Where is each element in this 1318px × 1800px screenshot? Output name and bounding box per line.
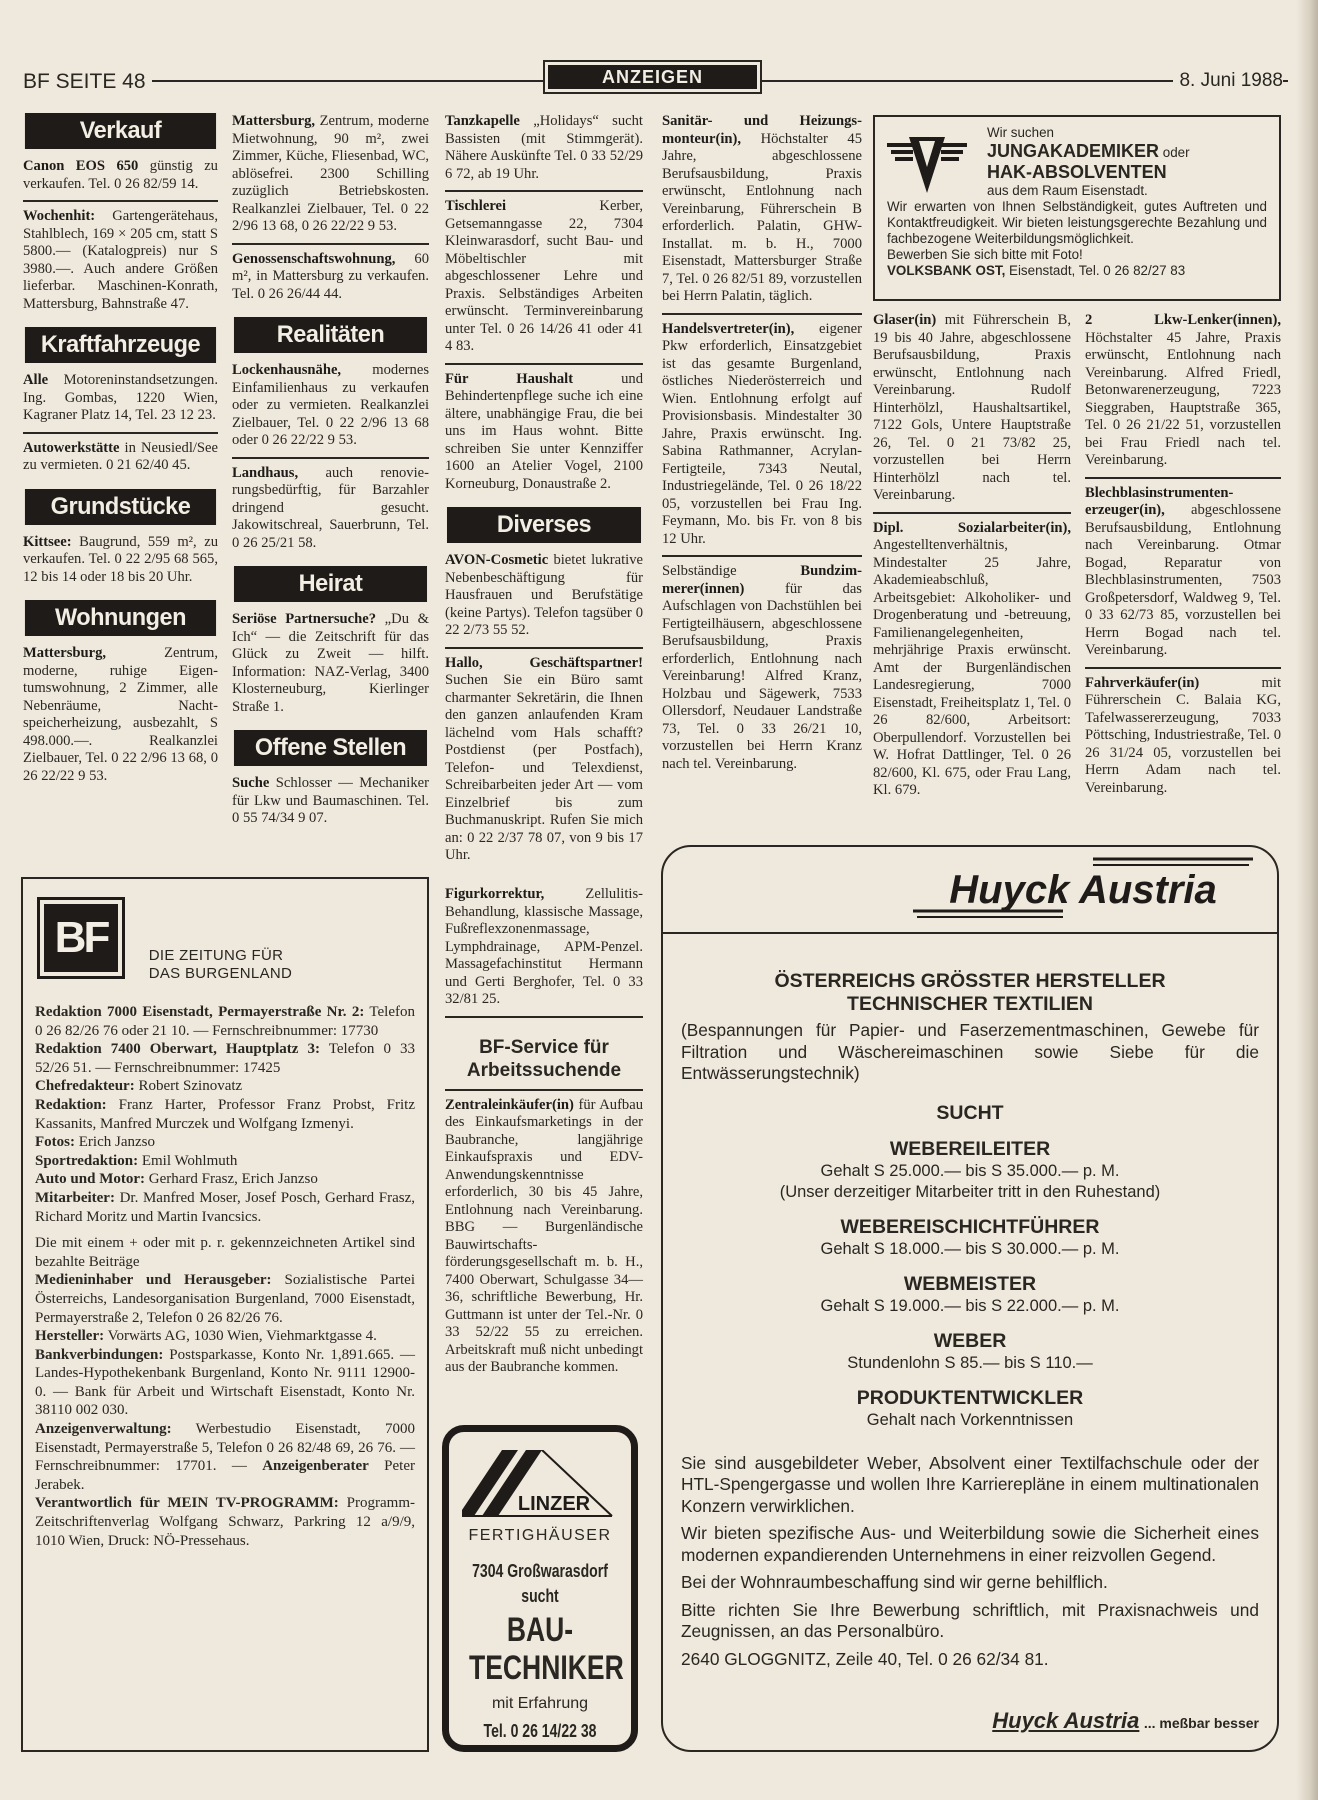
volksbank-ad (873, 115, 1281, 301)
ad-text: mit Führerschein B, 19 bis 40 Jahre, abgeschlossene Berufsausbildung, Praxis erwünscht, Entlohnung nach Vereinbarung. Rudolf Hinterhölzl, Haushaltsartikel, 7122 Gols, Untere Hauptstraße 26, Tel. 0 21 73/82 25, vorzustellen bei Herrn Hinterhölzl nach tel. Vereinbarung. (873, 312, 1071, 503)
classified-ad (23, 645, 218, 785)
vb-company: VOLKSBANK OST, (887, 263, 1006, 278)
impressum-value: Emil Wohlmuth (138, 1152, 238, 1169)
classified-ad (23, 534, 218, 587)
position-salary: Gehalt S 18.000.— bis S 30.000.— p. M. (820, 1239, 1120, 1258)
impressum-entry (35, 1234, 415, 1271)
classified-ad (445, 113, 643, 183)
column-3-bottom (445, 886, 643, 1377)
volksbank-logo-icon (887, 125, 987, 199)
classified-ad (232, 113, 429, 236)
section-header: Heirat (234, 566, 427, 602)
ad-text: bietet lukrative Nebenbeschäftigung für Hausfrauen und Berufstätige (keine Partys). Telefon tagsüber 0 22 2/73 55 52. (445, 552, 643, 638)
impressum-value: Dr. Manfred Moser, Josef Posch, Gerhard Frasz, Richard Moritz und Martin Ivancsics. (35, 1189, 415, 1225)
ad-text: Suchen Sie ein Büro samt charmanter Sekretärin, die Ihnen den ganzen anlaufenden Kram lächelnd vom Hals schafft? Postdienst (per Postfach), Telefon- und Telexdienst, Schreibarbeiten jeder Art — vom Einzelbrief bis zum Buchmanuskript. Rufen Sie mich an: 0 22 2/37 78 07, von 9 bis 17 Uhr. (445, 672, 643, 863)
classified-ad (662, 321, 862, 549)
huyck-positions (681, 1137, 1259, 1431)
ad-lead: AVON-Cosmetic (445, 552, 549, 568)
huyck-body (663, 970, 1277, 1734)
section-header: Kraftfahrzeuge (25, 327, 216, 363)
linzer-sucht: sucht (521, 1586, 559, 1606)
huyck-logo-text: Huyck Austria (949, 868, 1217, 912)
classified-ad (232, 611, 429, 716)
linzer-phone: Tel. 0 26 14/22 38 (483, 1721, 597, 1741)
position-title: WEBER (933, 1329, 1007, 1352)
impressum-value: Vorwärts AG, 1030 Wien, Viehmarktgasse 4. (104, 1328, 377, 1345)
classified-ad (445, 198, 643, 356)
huyck-headline-2: TECHNISCHER TEXTILIEN (847, 993, 1093, 1015)
impressum-value: Die mit einem + oder mit p. r. gekennzeichneten Artikel sind bezahlte Beiträge (35, 1235, 415, 1270)
bf-logo (37, 897, 125, 979)
classified-ad (445, 886, 643, 1009)
ad-lead: Figurkorrektur, (445, 886, 545, 902)
ad-separator-rule (445, 647, 643, 649)
ad-lead: Mattersburg, (232, 113, 316, 129)
ad-text: Höchstalter 45 Jahre, Praxis erwünscht, Entlohnung nach Vereinbarung. Alfred Friedl, Betonwarenerzeugung, 7223 Sieggraben, Hauptstraße 365, Tel. 0 26 21/22 51, vorzustellen bei Frau Friedl nach tel. Vereinbarung. (1085, 329, 1281, 468)
huyck-austria-ad (661, 845, 1279, 1752)
impressum-value: Erich Janzso (75, 1134, 155, 1151)
ad-text: günstig zu verkaufen. Tel. 0 26 82/59 14. (23, 158, 218, 192)
linzer-roof-logo-icon (449, 1450, 631, 1525)
position-salary: Gehalt nach Vorkenntnissen (866, 1410, 1074, 1429)
ad-lead: Zentraleinkäufer(in) (445, 1096, 574, 1113)
ad-lead: Landhaus, (232, 464, 299, 481)
huyck-paragraph: 2640 GLOGGNITZ, Zeile 40, Tel. 0 26 62/34 81. (681, 1648, 1049, 1669)
impressum-label: Anzeigenverwaltung: (35, 1421, 172, 1438)
ad-lead: Fahrverkäufer(in) (1085, 674, 1200, 691)
ad-lead: Kittsee: (23, 533, 72, 550)
bf-logo-text: BF (44, 904, 118, 972)
impressum-entry (35, 1170, 415, 1189)
ad-text: „Du & Ich“ — die Zeitschrift für das Glück zu Zweit — hilft. Information: NAZ-Verlag, 3400 Klosterneuburg, Kierlinger Straße 1. (232, 611, 430, 715)
impressum-value: Telefon 0 33 52/26 51. — Fernschreibnummer: 17425 (35, 1041, 416, 1076)
ad-lead: 2 Lkw-Lenker(innen), (1085, 312, 1281, 328)
ad-separator-rule (662, 555, 862, 557)
column-2 (232, 113, 429, 828)
ad-text: für das Aufschlagen von Dachstühlen bei Fertigteilhäusern, abgeschlossene Berufsausbildung, Praxis erforderlich, Entlohnung nach Vereinbarung! Alfred Kranz, Holzbau und Sägewerk, 7533 Ollersdorf, Neudauer Landstraße 73, Tel. 0 33 26/21 10, vorzustellen bei Herrn Kranz nach tel. Vereinbarung. (662, 580, 862, 772)
huyck-paragraph: Bitte richten Sie Ihre Bewerbung schriftlich, mit Praxisnachweis und Zeugnissen, an das Personalbüro. (681, 1599, 1259, 1641)
impressum-value: Postsparkasse, Konto Nr. 1,891.665. — Landes-Hypothekenbank Burgenland, Konto Nr. 9111 12900-0. — Bank für Arbeit und Wirtschaft Eisenstadt, Konto Nr. 38110 002 030. (35, 1346, 415, 1419)
ad-text: 60 m², in Mattersburg zu verkaufen. Tel. 0 26 26/44 44. (232, 250, 429, 302)
impressum-value: Werbestudio Eisenstadt, 7000 Eisenstadt, Permayerstraße 5, Telefon 0 26 82/48 69, 26 76. — Fernschreibnummer: 17701. — (35, 1421, 415, 1475)
ad-text: Zentrum, moderne, ruhige Eigentumswohnung, 2 Zimmer, alle Nebenräume, Nachtspeicherheizung, ausbezahlt, S 498.000.—. Realkanzlei Zielbauer, Tel. 0 22 2/96 13 68, 0 26 22/22 9 53. (23, 645, 218, 784)
huyck-headline-1: ÖSTERREICHS GRÖSSTER HERSTELLER (774, 970, 1166, 992)
ad-separator-rule (873, 512, 1071, 514)
classified-ad (1085, 312, 1281, 470)
impressum-label: Fotos: (35, 1134, 75, 1151)
impressum-label: Chefredakteur: (35, 1078, 135, 1095)
ad-lead: Bundzimmerer(innen) (662, 563, 862, 597)
section-header: Verkauf (25, 113, 216, 149)
ad-text: auch renovierungsbedürftig, für Barzahler dringend gesucht. Jakowitschreal, Sauerbrunn, Tel. 0 26 25/21 58. (232, 464, 429, 551)
huyck-logo (663, 847, 1277, 934)
ad-lead: Tanzkapelle (445, 113, 520, 129)
classified-ad (662, 113, 862, 306)
column-3-top (445, 113, 643, 865)
ad-text: in Neusiedl/See zu vermieten. 0 21 62/40 45. (23, 439, 218, 473)
ad-lead: Glaser(in) (873, 312, 937, 328)
ad-separator-rule (445, 1089, 643, 1091)
ad-text: Schlosser — Mechaniker für Lkw und Baumaschinen. Tel. 0 55 74/34 9 07. (232, 775, 429, 826)
column-5 (873, 312, 1071, 800)
ad-separator-rule (1085, 477, 1281, 479)
page-number: BF SEITE 48 (23, 70, 152, 94)
column-6 (1085, 312, 1281, 797)
ad-text: eigener Pkw erforderlich, Einsatzgebiet ist das gesamte Burgenland, östliches Niederösterreich und Wien. Entlohnung erfolgt auf Provisionsbasis. Mindestalter 30 Jahre, Praxis erwünscht. Ing. Sabina Rathmanner, Acrylan-Fertigteile, 7343 Neutal, Industriegelände, Tel. 0 26 18/22 05, vorzustellen bei Frau Ing. Feymann, Mo. bis Fr. von 8 bis 12 Uhr. (662, 320, 862, 547)
impressum-value: Franz Harter, Professor Franz Probst, Fritz Kassanits, Manfred Murczek und Wolfgang Izmenyi. (35, 1096, 415, 1132)
ad-separator-rule (445, 1016, 643, 1018)
classified-ad (873, 312, 1071, 505)
huyck-description: (Bespannungen für Papier- und Faserzementmaschinen, Gewebe für Filtration und Wäschereimaschinen sowie Siebe für die Entwässerungstechnik) (681, 1020, 1259, 1083)
ad-separator-rule (662, 313, 862, 315)
ad-text: Angestelltenverhältnis, Mindestalter 25 Jahre, Akademieabschluß, Arbeitsgebiet: Alkoholiker- und Drogenberatung und -betreuung, Familienangelegenheiten, mehrjährige Praxis erwünscht. Amt der Burgenländischen Landesregierung, 7000 Eisenstadt, Freiheitsplatz 1, Tel. 0 26 82/600, Arbeitsort: Oberpullendorf. Vorzustellen bei W. Hofrat Dattlinger, Tel. 0 26 82/600, Kl. 675, oder Frau Lang, Kl. 679. (873, 537, 1071, 798)
classified-ad (873, 520, 1071, 800)
impressum-label: Redaktion 7000 Eisenstadt, Permayerstraße Nr. 2: (35, 1004, 365, 1020)
impressum-entry (35, 1133, 415, 1152)
impressum-entry (35, 1271, 415, 1327)
ad-lead: Für Haushalt (445, 370, 574, 387)
ad-separator-rule (232, 457, 429, 459)
tagline-line-1: DIE ZEITUNG FÜR (148, 947, 284, 964)
classified-ad (232, 465, 429, 553)
ad-lead: Blechblasinstrumentenerzeuger(in), (1085, 484, 1234, 518)
position-note: (Unser derzeitiger Mitarbeiter tritt in den Ruhestand) (779, 1182, 1161, 1201)
impressum-value: Peter Jerabek. (35, 1458, 415, 1493)
ad-text: Höchstalter 45 Jahre, abgeschlossene Berufsausbildung, Praxis erwünscht, Entlohnung nach Vereinbarung, Führerschein B erforderlich. Palatin, GHW-Installat. m. b. H., 7000 Eisenstadt, Mattersburger Straße 7, Tel. 0 26 82/51 89, vorzustellen bei Herrn Palatin, täglich. (662, 130, 862, 304)
impressum-label: Redaktion 7400 Oberwart, Hauptplatz 3: (35, 1041, 320, 1058)
vb-contact: Eisenstadt, Tel. 0 26 82/27 83 (1005, 263, 1186, 278)
vb-title-2: HAK-ABSOLVENTEN (987, 162, 1167, 182)
ad-lead: Lockenhausnähe, (232, 362, 342, 378)
impressum-label: Sportredaktion: (35, 1152, 139, 1169)
ad-lead: Genossenschaftswohnung, (232, 250, 396, 267)
ad-lead: Seriöse Partnersuche? (232, 611, 377, 627)
ad-text: Motoreninstandsetzungen. Ing. Gombas, 1220 Wien, Kagraner Platz 14, Tel. 23 12 23. (23, 372, 218, 423)
ad-text: mit Führerschein C. Balaia KG, Tafelwassererzeugung, 7033 Pöttsching, Industriestraße, Tel. 0 26 31/24 05, vorzustellen bei Herrn Adam nach tel. Vereinbarung. (1085, 674, 1281, 796)
classified-ad (445, 552, 643, 640)
ad-lead: Handelsvertreter(in), (662, 320, 795, 337)
huyck-paragraph: Wir bieten spezifische Aus- und Weiterbildung sowie die Sicherheit eines modernen expandierenden Unternehmens in einer reizvollen Gegend. (681, 1523, 1259, 1565)
impressum-entry (35, 1096, 415, 1133)
huyck-paragraph: Bei der Wohnraumbeschaffung sind wir gerne behilflich. (681, 1572, 1108, 1592)
vb-region: aus dem Raum Eisenstadt. (987, 183, 1148, 198)
huyck-paragraphs (681, 1453, 1259, 1671)
column-4 (662, 113, 862, 773)
vb-intro: Wir suchen (987, 125, 1054, 140)
impressum-entry (35, 1152, 415, 1171)
impressum-label: Anzeigenberater (262, 1458, 369, 1475)
linzer-job-1: BAU- (506, 1611, 574, 1649)
ad-lead: Sanitär- und Heizungsmonteur(in), (662, 113, 862, 147)
impressum-value: Sozialistische Partei Österreichs, Landesorganisation Burgenland, 7000 Eisenstadt, Permayerstraße 2, Telefon 0 26 82/26 76. (35, 1272, 415, 1326)
ad-text: Kerber, Getsemanngasse 22, 7304 Kleinwarasdorf, sucht Bau- und Möbeltischler mit abgeschlossener Lehre und Praxis. Selbständiges Arbeiten erwünscht. Terminvereinbarung unter Tel. 0 26 14/26 41 oder 41 4 83. (445, 198, 643, 354)
classified-ad (23, 440, 218, 475)
classified-ad (23, 158, 218, 193)
ad-lead: Tischlerei (445, 198, 507, 214)
impressum-label: Auto und Motor: (35, 1171, 146, 1188)
impressum-value: Programm-Zeitschriftenverlag Wolfgang Schwarz, Parkring 12 a/9/9, 1010 Wien, Druck: NÖ-Pressehaus. (35, 1495, 415, 1549)
linzer-brand: FERTIGHÄUSER (468, 1527, 612, 1544)
impressum-label: Hersteller: (35, 1328, 105, 1345)
service-heading: BF-Service für Arbeitssuchende (466, 1036, 622, 1081)
ad-lead: Mattersburg, (23, 645, 107, 661)
vb-title-1: JUNGAKADEMIKER (987, 141, 1160, 161)
linzer-logo-text: LINZER (517, 1493, 591, 1515)
classified-ad (232, 251, 429, 304)
section-header: Wohnungen (25, 600, 216, 636)
ad-text: „Holidays“ sucht Bassisten (mit Stimmgerät). Nähere Auskünfte Tel. 0 33 52/29 6 72, ab 19 Uhr. (445, 113, 643, 182)
impressum-label: Bankverbindungen: (35, 1346, 164, 1363)
impressum-entry (35, 1346, 415, 1420)
section-header: Grundstücke (25, 489, 216, 525)
ad-text: abgeschlossene Berufsausbildung, Entlohnung nach Vereinbarung. Otmar Bogad, Reparatur von Blechblasinstrumenten, 7503 Großpetersdorf, Waldweg 9, Tel. 0 33 62/73 85, vorzustellen bei Herrn Bogad nach tel. Vereinbarung. (1085, 502, 1281, 658)
ad-text: und Behindertenpflege suche ich eine ältere, unabhängige Frau, die bei uns im Haus wohnt. Bitte schreiben Sie unter Kennziffer 1600 an Atelier Vogel, 2100 Korneuburg, Donaustraße 2. (445, 370, 643, 492)
huyck-sucht: SUCHT (936, 1101, 1004, 1124)
section-header: Realitäten (234, 317, 427, 353)
classified-ad (1085, 675, 1281, 798)
vb-oder: oder (1162, 145, 1190, 160)
huyck-footer (681, 1708, 1259, 1734)
impressum-label: Medieninhaber und Herausgeber: (35, 1272, 272, 1289)
impressum-entry (35, 1189, 415, 1226)
classified-ad (445, 655, 643, 865)
section-header: Diverses (447, 507, 641, 543)
section-title-label: ANZEIGEN (548, 65, 757, 89)
ad-lead: Wochenhit: (23, 208, 96, 224)
ad-separator-rule (445, 363, 643, 365)
ad-text: Baugrund, 559 m², zu verkaufen. Tel. 0 22 2/95 68 565, 12 bis 14 oder 18 bis 20 Uhr. (23, 533, 218, 585)
ad-text: Zellulitis-Behandlung, klassische Massage, Fußreflexzonenmassage, Lymphdrainage, APM-Penzel. Massagefachinstitut Hermann und Gerti Berghofer, Tel. 0 33 32/81 25. (445, 886, 643, 1007)
ad-text: Selbständige (662, 563, 801, 579)
section-title (543, 60, 762, 94)
huyck-slogan: ... meßbar besser (1143, 1715, 1259, 1731)
ad-lead: Suche (232, 775, 270, 791)
impressum-entry (35, 1494, 415, 1550)
ad-lead: Dipl. Sozialarbeiter(in), (873, 519, 1071, 536)
tagline-line-2: DAS BURGENLAND (148, 965, 293, 982)
impressum-label: Verantwortlich für MEIN TV-PROGRAMM: (35, 1495, 339, 1512)
huyck-footer-logo: Huyck Austria (992, 1708, 1140, 1733)
impressum-value: Gerhard Frasz, Erich Janzso (145, 1171, 318, 1188)
position-title: WEBMEISTER (903, 1272, 1037, 1295)
classified-ad (232, 775, 429, 828)
bf-tagline (149, 947, 292, 983)
impressum-value: Telefon 0 26 82/26 76 oder 21 10. — Fernschreibnummer: 17730 (35, 1004, 416, 1039)
ad-text: Gartengerätehaus, Stahlblech, 169 × 205 cm, statt S 5800.— (Katalogpreis) nur S 3980.—. Auch andere Größen lieferbar. Maschinen-Konrath, Mattersburg, Bahnstraße 47. (23, 208, 218, 312)
vb-body: Wir erwarten von Ihnen Selbständigkeit, gutes Auftreten und Kontaktfreudigkeit. Wir bieten leistungsgerechte Bezahlung und fachbezogene Weiterbildungsmöglichkeit. (887, 199, 1267, 246)
classified-ad (445, 371, 643, 494)
ad-text: Zentrum, moderne Mietwohnung, 90 m², zwei Zimmer, Küche, Fliesenbad, WC, ablösefrei. 2300 Schilling zuzüglich Betriebskosten. Realkanzlei Zielbauer, Tel. 0 22 2/96 13 68, 0 26 22/22 9 53. (232, 113, 429, 234)
ad-lead: Hallo, Geschäftspartner! (445, 654, 643, 671)
section-header: Offene Stellen (234, 730, 427, 766)
huyck-paragraph: Sie sind ausgebildeter Weber, Absolvent einer Textilfachschule oder der HTL-Spengergasse und wollen Ihre Karrierepläne in einem multinationalen Konzern verwirklichen. (681, 1452, 1259, 1516)
linzer-job-2: TECHNIKER (469, 1649, 624, 1687)
position-salary: Stundenlohn S 85.— bis S 110.— (847, 1353, 1093, 1372)
linzer-requirement: mit Erfahrung (491, 1695, 589, 1712)
classified-ad (23, 208, 218, 313)
ad-separator-rule (23, 200, 218, 202)
position-title: WEBEREILEITER (889, 1137, 1051, 1160)
classified-ad (662, 563, 862, 773)
position-title: WEBEREISCHICHTFÜHRER (840, 1215, 1100, 1238)
impressum-entry (35, 1040, 415, 1077)
position-salary: Gehalt S 25.000.— bis S 35.000.— p. M. (820, 1161, 1120, 1180)
impressum-entry (35, 1003, 415, 1040)
ad-separator-rule (445, 190, 643, 192)
issue-date: 8. Juni 1988 (1173, 70, 1283, 92)
linzer-place: 7304 Großwarasdorf (472, 1561, 608, 1581)
position-salary: Gehalt S 19.000.— bis S 22.000.— p. M. (820, 1296, 1120, 1315)
linzer-ad (442, 1425, 638, 1752)
classified-ad (232, 362, 429, 450)
column-1 (23, 113, 218, 785)
ad-separator-rule (23, 432, 218, 434)
impressum-label: Mitarbeiter: (35, 1189, 115, 1206)
impressum-entries (35, 1003, 415, 1550)
position-title: PRODUKTENTWICKLER (856, 1386, 1084, 1409)
ad-lead: Canon EOS 650 (23, 158, 139, 174)
ad-text: modernes Einfamilienhaus zu verkaufen oder zu vermieten. Realkanzlei Zielbauer, Tel. 0 22 2/96 13 68 oder 0 26 22/22 9 53. (232, 362, 429, 448)
impressum-value: Robert Szinovatz (134, 1078, 243, 1095)
impressum-entry (35, 1327, 415, 1346)
page-fold-shadow (1296, 0, 1318, 1800)
classified-ad (1085, 485, 1281, 660)
vb-apply: Bewerben Sie sich bitte mit Foto! (887, 247, 1083, 262)
ad-separator-rule (1085, 667, 1281, 669)
impressum-entry (35, 1077, 415, 1096)
impressum-label: Redaktion: (35, 1096, 107, 1113)
ad-separator-rule (232, 243, 429, 245)
classified-ad (23, 372, 218, 425)
impressum-entry (35, 1420, 415, 1494)
ad-lead: Alle (23, 372, 49, 388)
classified-ad (445, 1097, 643, 1377)
ad-text: für Aufbau des Einkaufsmarketings in der Baubranche, langjährige Einkaufspraxis und EDV-Anwendungskenntnisse erforderlich, 30 bis 45 Jahre, Entlohnung nach Vereinbarung. BBG — Burgenländische Bauwirtschaftsförderungsgesellschaft m. b. H., 7400 Oberwart, Schulgasse 34—36, schriftliche Bewerbung, Hr. Guttmann ist unter der Tel.-Nr. 0 33 52/22 55 zu erreichen. Arbeitskraft muß nicht unbedingt aus der Baubranche kommen. (445, 1096, 643, 1375)
impressum-box (21, 877, 429, 1752)
ad-lead: Autowerkstätte (23, 439, 120, 456)
